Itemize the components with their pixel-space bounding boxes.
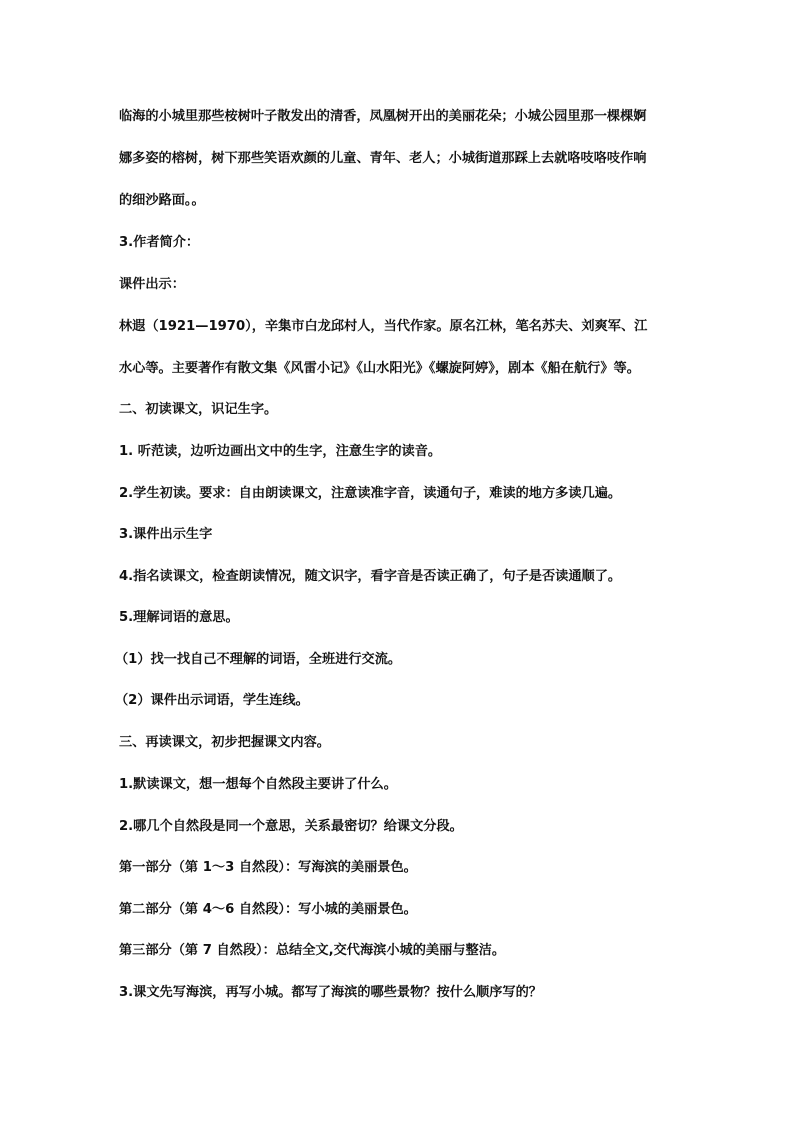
part-three: 第三部分（第 7 自然段）：总结全文,交代海滨小城的美丽与整洁。 bbox=[119, 943, 506, 958]
step-silent-reading: 1.默读课文，想一想每个自然段主要讲了什么。 bbox=[119, 777, 397, 792]
part-two: 第二部分（第 4～6 自然段）：写小城的美丽景色。 bbox=[119, 902, 417, 917]
paragraph-line-3: 的细沙路面。。 bbox=[119, 193, 205, 208]
section-heading-first-reading: 二、初读课文，识记生字。 bbox=[119, 402, 278, 417]
step-divide-sections: 2.哪几个自然段是同一个意思，关系最密切？给课文分段。 bbox=[119, 819, 463, 834]
step-question-order: 3.课文先写海滨，再写小城。都写了海滨的哪些景物？按什么顺序写的？ bbox=[119, 985, 542, 1000]
author-bio-line-2: 水心等。主要著作有散文集《风雷小记》《山水阳光》《螺旋阿婷》，剧本《船在航行》等。 bbox=[119, 361, 640, 376]
courseware-label: 课件出示： bbox=[119, 277, 185, 292]
step-listen: 1. 听范读，边听边画出文中的生字，注意生字的读音。 bbox=[119, 444, 442, 459]
author-bio-line-1: 林遐（1921—1970），辛集市白龙邱村人，当代作家。原名江林，笔名苏夫、刘爽军、江 bbox=[119, 319, 648, 334]
paragraph-line-1: 临海的小城里那些桉树叶子散发出的清香，凤凰树开出的美丽花朵；小城公园里那一棵棵婀 bbox=[119, 109, 647, 124]
substep-find-words: （1）找一找自己不理解的词语，全班进行交流。 bbox=[115, 652, 402, 667]
part-one: 第一部分（第 1～3 自然段）：写海滨的美丽景色。 bbox=[119, 860, 417, 875]
paragraph-line-2: 娜多姿的榕树，树下那些笑语欢颜的儿童、青年、老人；小城街道那踩上去就咯吱咯吱作响 bbox=[119, 151, 647, 166]
section-heading-second-reading: 三、再读课文，初步把握课文内容。 bbox=[119, 735, 330, 750]
substep-match-words: （2）课件出示词语，学生连线。 bbox=[115, 693, 309, 708]
step-student-reading: 2.学生初读。要求：自由朗读课文，注意读准字音，读通句子，难读的地方多读几遍。 bbox=[119, 486, 622, 501]
section-heading-author-intro: 3.作者简介： bbox=[119, 235, 200, 250]
step-show-characters: 3.课件出示生字 bbox=[119, 527, 213, 542]
step-understand-words: 5.理解词语的意思。 bbox=[119, 610, 239, 625]
step-read-aloud: 4.指名读课文，检查朗读情况，随文识字，看字音是否读正确了，句子是否读通顺了。 bbox=[119, 569, 622, 584]
